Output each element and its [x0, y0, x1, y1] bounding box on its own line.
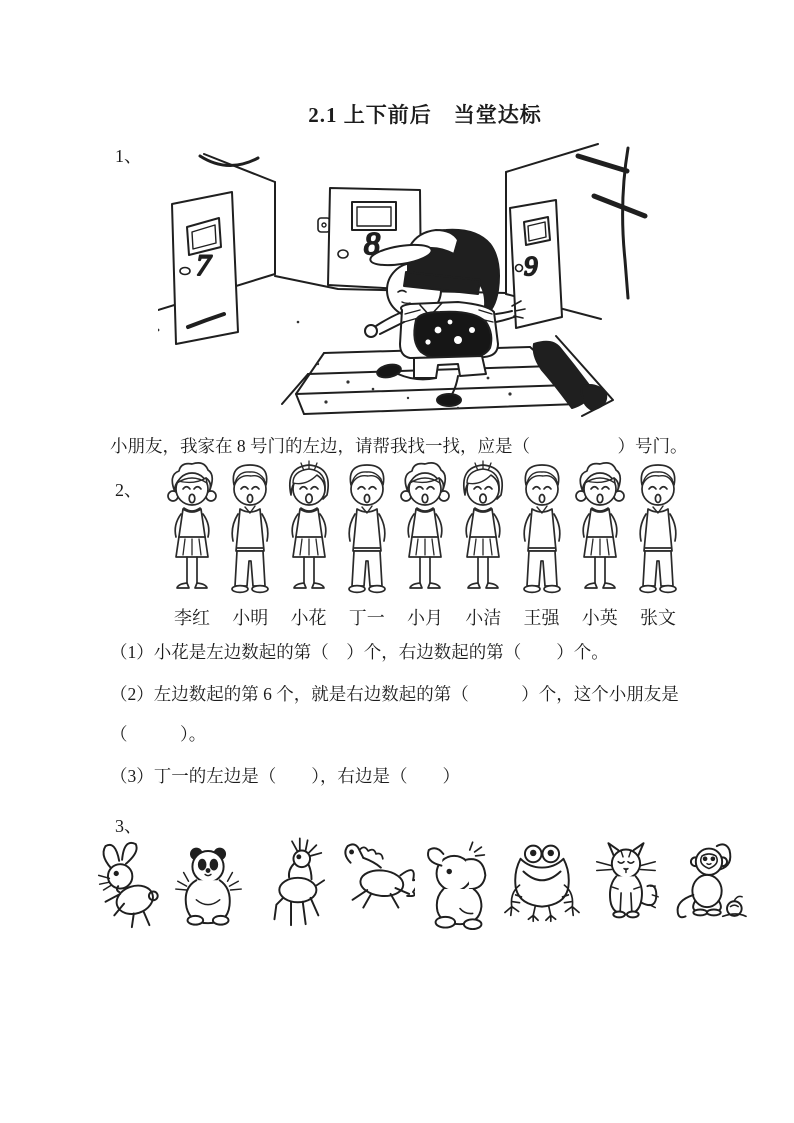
child-figure-xiaohua: [281, 459, 337, 630]
q2-number: 2、: [115, 480, 142, 500]
child-name: 小月: [407, 608, 443, 628]
child-name: 王强: [523, 608, 560, 628]
child-name: 李红: [174, 608, 210, 628]
q1-prompt: 小朋友，我家在 8 号门的左边，请帮我找一找，应是（ ）号门。: [110, 436, 688, 456]
child-name: 小明: [232, 608, 269, 628]
elephant-icon: [419, 835, 499, 947]
child-figure-dingyi: [339, 459, 395, 630]
q3-number: 3、: [115, 816, 142, 836]
child-name: 小英: [581, 608, 618, 628]
child-figure-lihong: [164, 459, 220, 630]
animal-figure: [502, 835, 582, 947]
door-7-number: 7: [196, 249, 211, 282]
panda-icon: [169, 835, 249, 947]
q2-sub-question-3: （3）丁一的左边是（ ），右边是（ ）: [110, 766, 460, 786]
girl-icon: [164, 459, 220, 601]
girl-icon: [397, 459, 453, 601]
girl-icon: [572, 459, 628, 601]
animal-figure: [668, 835, 748, 947]
boy-icon: [339, 459, 395, 601]
door-8-number: 8: [364, 225, 380, 261]
child-figure-xiaoying: [572, 459, 628, 630]
q2-sub-question-2: （2）左边数起的第 6 个，就是右边数起的第（ ）个，这个小朋友是（ ）。: [110, 684, 679, 744]
child-figure-wangqiang: [514, 459, 570, 630]
boy-icon: [630, 459, 686, 601]
animal-figure: [86, 835, 166, 947]
frog-icon: [502, 835, 582, 947]
boy-backpack: [414, 312, 491, 361]
girl-icon: [455, 459, 511, 601]
child-name: 丁一: [348, 608, 385, 628]
animal-figure: [169, 835, 249, 947]
boy-icon: [222, 459, 278, 601]
children-row: [164, 459, 686, 630]
boy-right-shoe: [437, 394, 461, 406]
deer-icon: [252, 835, 332, 947]
child-name: 小花: [290, 608, 327, 628]
door-9-number: 9: [524, 251, 538, 281]
boy-shorts: [414, 356, 486, 378]
child-name: 张文: [640, 608, 676, 628]
boy-icon: [514, 459, 570, 601]
page-title: 2.1 上下前后 当堂达标: [308, 103, 542, 127]
q1-number: 1、: [115, 146, 142, 166]
child-figure-xiaoyue: [397, 459, 453, 630]
child-figure-xiaojie: [455, 459, 511, 630]
child-figure-xiaoming: [222, 459, 278, 630]
boy-left-shoe: [376, 363, 402, 380]
horse-icon: [335, 835, 415, 947]
q2-sub-question-1: （1）小花是左边数起的第（ ）个，右边数起的第（ ）个。: [110, 642, 609, 662]
animal-figure: [585, 835, 665, 947]
cat-icon: [585, 835, 665, 947]
monkey-icon: [668, 835, 748, 947]
animals-row: [86, 835, 748, 947]
boy-figure: [365, 230, 525, 406]
animal-figure: [252, 835, 332, 947]
girl-icon: [281, 459, 337, 601]
animal-figure: [335, 835, 415, 947]
animal-figure: [419, 835, 499, 947]
rabbit-icon: [86, 835, 166, 947]
child-figure-zhangwen: [630, 459, 686, 630]
child-name: 小洁: [465, 608, 502, 628]
hallway-illustration: [158, 142, 658, 432]
